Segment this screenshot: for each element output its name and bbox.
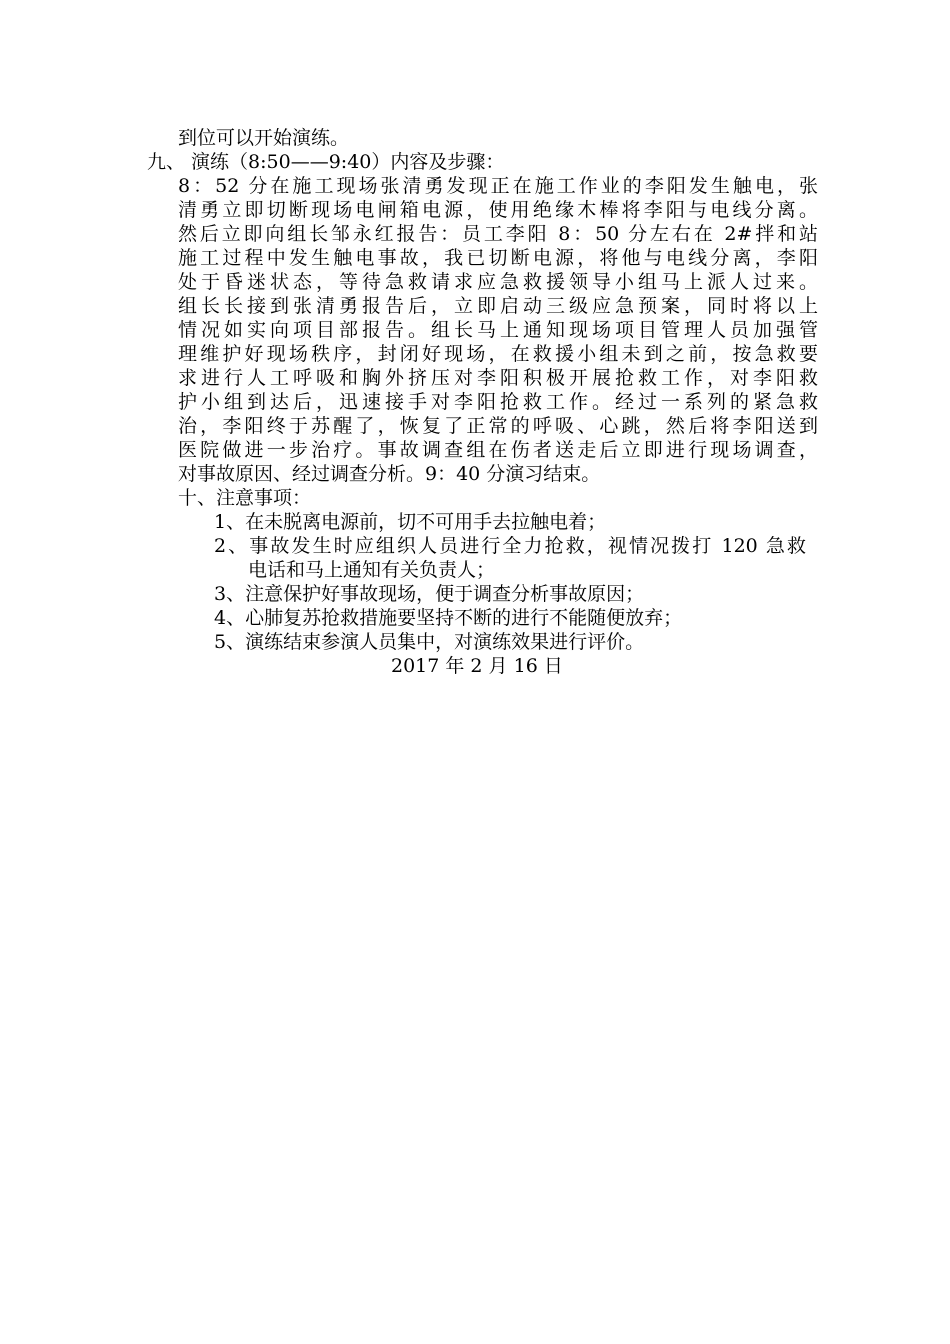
text-line: 求进行人工呼吸和胸外挤压对李阳积极开展抢救工作，对李阳救 xyxy=(178,367,818,389)
text-line: 然后立即向组长邹永红报告：员工李阳 8：50 分左右在 2#拌和站 xyxy=(178,223,818,245)
text-line: 到位可以开始演练。 xyxy=(178,127,350,149)
text-line: 对事故原因、经过调查分析。9：40 分演习结束。 xyxy=(178,463,601,485)
text-line: 清勇立即切断现场电闸箱电源，使用绝缘木棒将李阳与电线分离。 xyxy=(178,199,818,221)
date-line: 2017 年 2 月 16 日 xyxy=(391,655,563,677)
text-line: 8：52 分在施工现场张清勇发现正在施工作业的李阳发生触电，张 xyxy=(178,175,818,197)
section-heading-nine: 九、 演练（8:50——9:40）内容及步骤： xyxy=(147,151,505,173)
text-line: 组长长接到张清勇报告后，立即启动三级应急预案，同时将以上 xyxy=(178,295,818,317)
text-line: 施工过程中发生触电事故，我已切断电源，将他与电线分离，李阳 xyxy=(178,247,818,269)
list-item: 2、事故发生时应组织人员进行全力抢救，视情况拨打 120 急救 xyxy=(214,535,806,557)
list-item-continuation: 电话和马上通知有关负责人； xyxy=(248,559,496,581)
text-line: 处于昏迷状态，等待急救请求应急救援领导小组马上派人过来。 xyxy=(178,271,818,293)
text-line: 护小组到达后，迅速接手对李阳抢救工作。经过一系列的紧急救 xyxy=(178,391,818,413)
text-line: 情况如实向项目部报告。组长马上通知现场项目管理人员加强管 xyxy=(178,319,818,341)
list-item: 1、在未脱离电源前，切不可用手去拉触电着； xyxy=(214,511,607,533)
text-line: 理维护好现场秩序，封闭好现场，在救援小组未到之前，按急救要 xyxy=(178,343,818,365)
list-item: 3、注意保护好事故现场，便于调查分析事故原因； xyxy=(214,583,645,605)
text-line: 治，李阳终于苏醒了，恢复了正常的呼吸、心跳，然后将李阳送到 xyxy=(178,415,818,437)
list-item: 4、心肺复苏抢救措施要坚持不断的进行不能随便放弃； xyxy=(214,607,683,629)
list-item: 5、演练结束参演人员集中，对演练效果进行评价。 xyxy=(214,631,645,653)
section-heading-ten: 十、注意事项： xyxy=(178,487,312,509)
text-line: 医院做进一步治疗。事故调查组在伤者送走后立即进行现场调查， xyxy=(178,439,818,461)
